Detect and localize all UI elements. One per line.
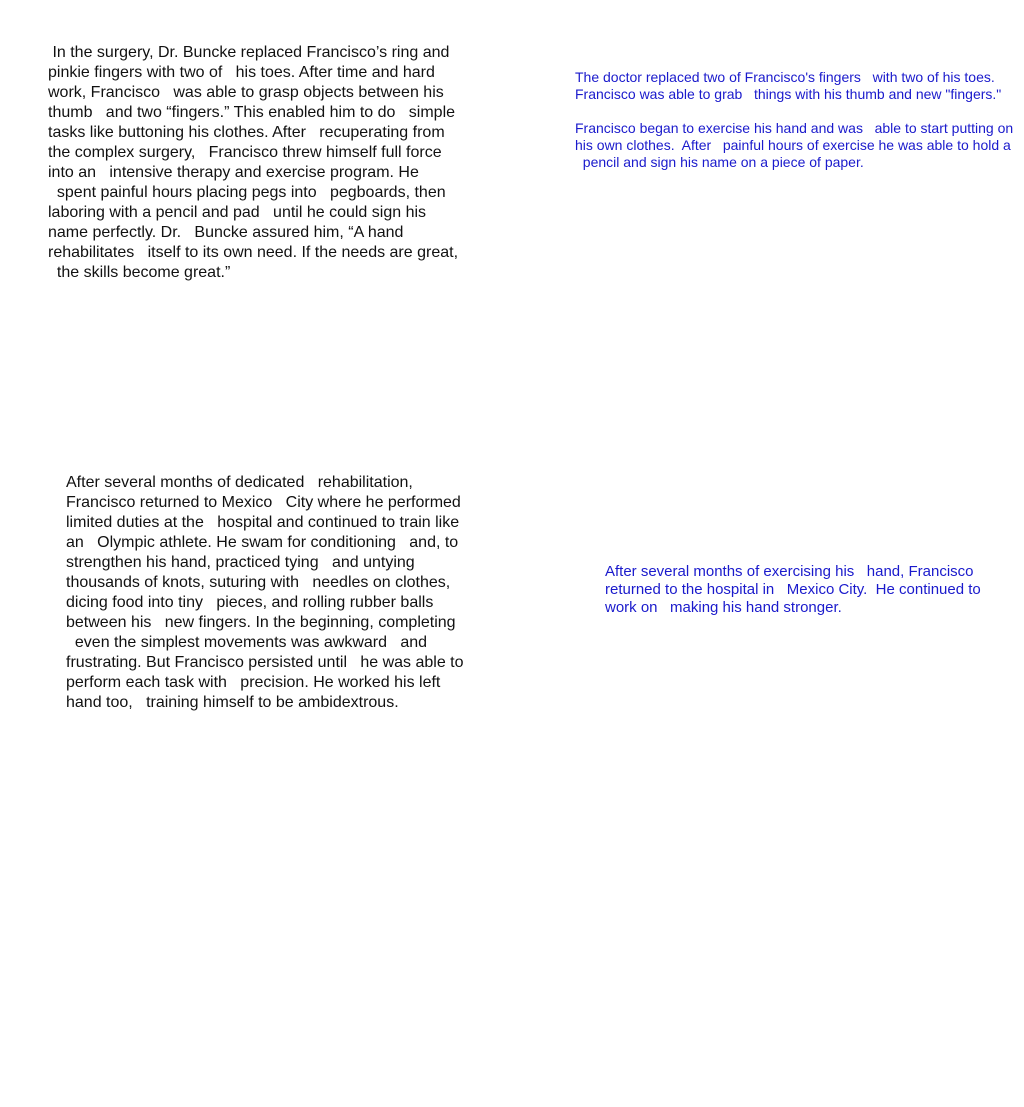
text-line: perform each task with precision. He worked his left: [66, 674, 441, 691]
summary-line: returned to the hospital in Mexico City. He continued to: [605, 581, 981, 598]
text-line: After several months of dedicated rehabilitation,: [66, 474, 413, 491]
text-line: dicing food into tiny pieces, and rolling rubber balls: [66, 594, 434, 611]
summary-annotation-1: [575, 69, 1024, 171]
text-line: spent painful hours placing pegs into pegboards, then: [48, 184, 446, 201]
text-line: tasks like buttoning his clothes. After recuperating from: [48, 124, 445, 141]
text-line: into an intensive therapy and exercise program. He: [48, 164, 419, 181]
text-line: thousands of knots, suturing with needles on clothes,: [66, 574, 451, 591]
text-line: strengthen his hand, practiced tying and untying: [66, 554, 415, 571]
text-line: Francisco returned to Mexico City where he performed: [66, 494, 461, 511]
text-line: even the simplest movements was awkward and: [66, 634, 428, 651]
text-line: work, Francisco was able to grasp objects between his: [48, 84, 444, 101]
paragraph-gap: [575, 103, 1024, 120]
text-line: pinkie fingers with two of his toes. After time and hard: [48, 64, 435, 81]
text-line: between his new fingers. In the beginning, completing: [66, 614, 456, 631]
text-line: the complex surgery, Francisco threw himself full force: [48, 144, 442, 161]
text-line: hand too, training himself to be ambidextrous.: [66, 694, 399, 711]
text-line: rehabilitates itself to its own need. If the needs are great,: [48, 244, 459, 261]
summary-line: work on making his hand stronger.: [605, 599, 842, 616]
text-line: name perfectly. Dr. Buncke assured him, “A hand: [48, 224, 404, 241]
summary-annotation-2: [605, 563, 1005, 617]
text-line: limited duties at the hospital and continued to train like: [66, 514, 460, 531]
summary-line: pencil and sign his name on a piece of paper.: [575, 154, 864, 170]
summary-line: Francisco was able to grab things with his thumb and new "fingers.": [575, 86, 1002, 102]
summary-line: Francisco began to exercise his hand and was able to start putting on: [575, 120, 1014, 136]
text-line: an Olympic athlete. He swam for conditioning and, to: [66, 534, 459, 551]
text-line: thumb and two “fingers.” This enabled him to do simple: [48, 104, 456, 121]
text-line: laboring with a pencil and pad until he could sign his: [48, 204, 427, 221]
original-passage-1: [48, 43, 488, 283]
text-line: frustrating. But Francisco persisted until he was able to: [66, 654, 464, 671]
text-line: the skills become great.”: [48, 264, 231, 281]
text-line: In the surgery, Dr. Buncke replaced Francisco’s ring and: [48, 44, 450, 61]
summary-line: After several months of exercising his hand, Francisco: [605, 563, 974, 580]
summary-line: his own clothes. After painful hours of exercise he was able to hold a: [575, 137, 1011, 153]
original-passage-2: [66, 473, 506, 713]
summary-line: The doctor replaced two of Francisco's fingers with two of his toes.: [575, 69, 995, 85]
